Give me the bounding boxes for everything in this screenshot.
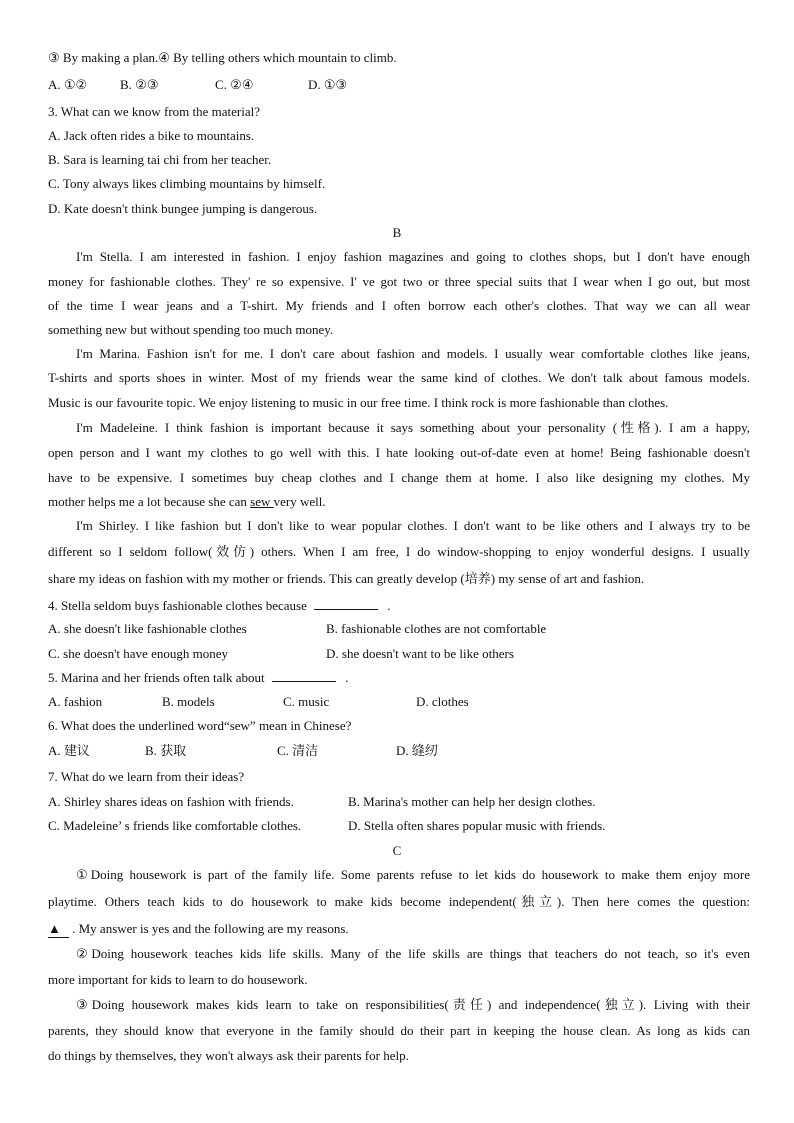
c-para3-line: ③Doing housework makes kids learn to take on responsibilities(责任) and independence(独立). Living with their <box>76 997 750 1012</box>
q2-option-a[interactable]: A. ①② <box>48 77 88 92</box>
c-para3-line: parents, they should know that everyone in the family should do their part in keeping the house clean. As long as kids can <box>48 1023 750 1038</box>
c-para1-text: . My answer is yes and the following are my reasons. <box>68 921 349 936</box>
b-para4-line: share my ideas on fashion with my mother or friends. This can greatly develop (培养) my sense of art and fashion. <box>48 571 645 586</box>
q5-option-d[interactable]: D. clothes <box>416 694 469 709</box>
q7-option-c[interactable]: C. Madeleine’ s friends like comfortable clothes. <box>48 818 302 833</box>
q4-option-c[interactable]: C. she doesn't have enough money <box>48 646 228 661</box>
q3-option-a[interactable]: A. Jack often rides a bike to mountains. <box>48 128 255 143</box>
b-para4-line: different so I seldom follow(效仿) others. When I am free, I do window-shopping to enjoy wonderful designs. I usually <box>48 544 750 559</box>
q2-choices-line: ③ By making a plan.④ By telling others which mountain to climb. <box>48 50 397 65</box>
q4-stem-end: . <box>387 598 391 613</box>
q5-answer-blank[interactable] <box>272 669 336 682</box>
q7-stem: 7. What do we learn from their ideas? <box>48 769 245 784</box>
q4-stem <box>48 597 391 614</box>
q4-option-d[interactable]: D. she doesn't want to be like others <box>326 646 514 661</box>
c-para1-line: ①Doing housework is part of the family life. Some parents refuse to let kids do housework to make them enjoy more <box>76 867 750 882</box>
c-para1-last-line <box>48 921 349 938</box>
q5-option-c[interactable]: C. music <box>283 694 330 709</box>
q6-option-a[interactable]: A. 建议 <box>48 743 90 758</box>
c-para2-line: more important for kids to learn to do housework. <box>48 972 308 987</box>
b-para1-line: something new but without spending too much money. <box>48 322 334 337</box>
b-para3-text-end: very well. <box>273 494 326 509</box>
b-para3-last-line <box>48 494 326 510</box>
q3-option-c[interactable]: C. Tony always likes climbing mountains by himself. <box>48 176 326 191</box>
q5-stem-text: 5. Marina and her friends often talk about <box>48 670 265 685</box>
b-para3-line: I'm Madeleine. I think fashion is important because it says something about your personality (性格). I am a happy, <box>76 420 750 435</box>
b-para3-text: mother helps me a lot because she can <box>48 494 251 509</box>
q5-option-b[interactable]: B. models <box>162 694 215 709</box>
q6-option-c[interactable]: C. 清洁 <box>277 743 319 758</box>
q2-option-d[interactable]: D. ①③ <box>308 77 348 92</box>
q4-answer-blank[interactable] <box>314 597 378 610</box>
section-c-heading: C <box>392 843 402 858</box>
q4-option-a[interactable]: A. she doesn't like fashionable clothes <box>48 621 247 636</box>
q3-option-d[interactable]: D. Kate doesn't think bungee jumping is dangerous. <box>48 201 318 216</box>
b-para1-line: money for fashionable clothes. They' re so expensive. I' ve got two or three special suits that I wear when I go out, but most <box>48 274 750 289</box>
q7-option-a[interactable]: A. Shirley shares ideas on fashion with friends. <box>48 794 294 809</box>
b-para2-line: I'm Marina. Fashion isn't for me. I don't care about fashion and models. I usually wear comfortable clothes like jeans, <box>76 346 750 361</box>
b-para1-line: I'm Stella. I am interested in fashion. I enjoy fashion magazines and going to clothes shops, but I don't have enough <box>76 249 750 264</box>
b-para4-line: I'm Shirley. I like fashion but I don't like to wear popular clothes. I don't want to be like others and I always try to be <box>76 518 750 533</box>
q4-option-b[interactable]: B. fashionable clothes are not comfortable <box>326 621 547 636</box>
b-para3-line: have to be expensive. I sometimes buy cheap clothes and I change them at home. I also like designing my clothes. My <box>48 470 750 485</box>
q6-option-b[interactable]: B. 获取 <box>145 743 187 758</box>
q5-option-a[interactable]: A. fashion <box>48 694 103 709</box>
q7-option-d[interactable]: D. Stella often shares popular music with friends. <box>348 818 606 833</box>
q4-stem-text: 4. Stella seldom buys fashionable clothes because <box>48 598 307 613</box>
c-para2-line: ②Doing housework teaches kids life skills. Many of the life skills are things that teachers do not teach, so it's even <box>76 946 750 961</box>
section-b-heading: B <box>392 225 402 240</box>
answer-marker-triangle[interactable]: ▲ <box>48 921 69 938</box>
b-para1-line: of the time I wear jeans and a T-shirt. My friends and I often borrow each other's clothes. That way we can all wear <box>48 298 750 313</box>
b-para3-line: open person and I want my clothes to go well with this. I hate looking out-of-date even at home! Being fashionable doesn't <box>48 445 750 460</box>
c-para1-line: playtime. Others teach kids to do housework to make kids become independent(独立). Then here comes the question: <box>48 894 750 909</box>
b-para2-line: T-shirts and sports shoes in winter. Most of my friends wear the same kind of clothes. We don't talk about famous models. <box>48 370 750 385</box>
q5-stem-end: . <box>345 670 349 685</box>
c-para3-line: do things by themselves, they won't always ask their parents for help. <box>48 1048 409 1063</box>
q2-option-b[interactable]: B. ②③ <box>120 77 159 92</box>
q3-option-b[interactable]: B. Sara is learning tai chi from her teacher. <box>48 152 272 167</box>
b-para2-line: Music is our favourite topic. We enjoy listening to music in our free time. I think rock is more fashionable than clothes. <box>48 395 669 410</box>
q3-stem: 3. What can we know from the material? <box>48 104 261 119</box>
q6-option-d[interactable]: D. 缝纫 <box>396 743 438 758</box>
q5-stem <box>48 669 348 686</box>
q7-option-b[interactable]: B. Marina's mother can help her design clothes. <box>348 794 596 809</box>
underlined-word-sew: sew <box>250 494 274 509</box>
q2-option-c[interactable]: C. ②④ <box>215 77 254 92</box>
q6-stem: 6. What does the underlined word“sew” mean in Chinese? <box>48 718 352 733</box>
